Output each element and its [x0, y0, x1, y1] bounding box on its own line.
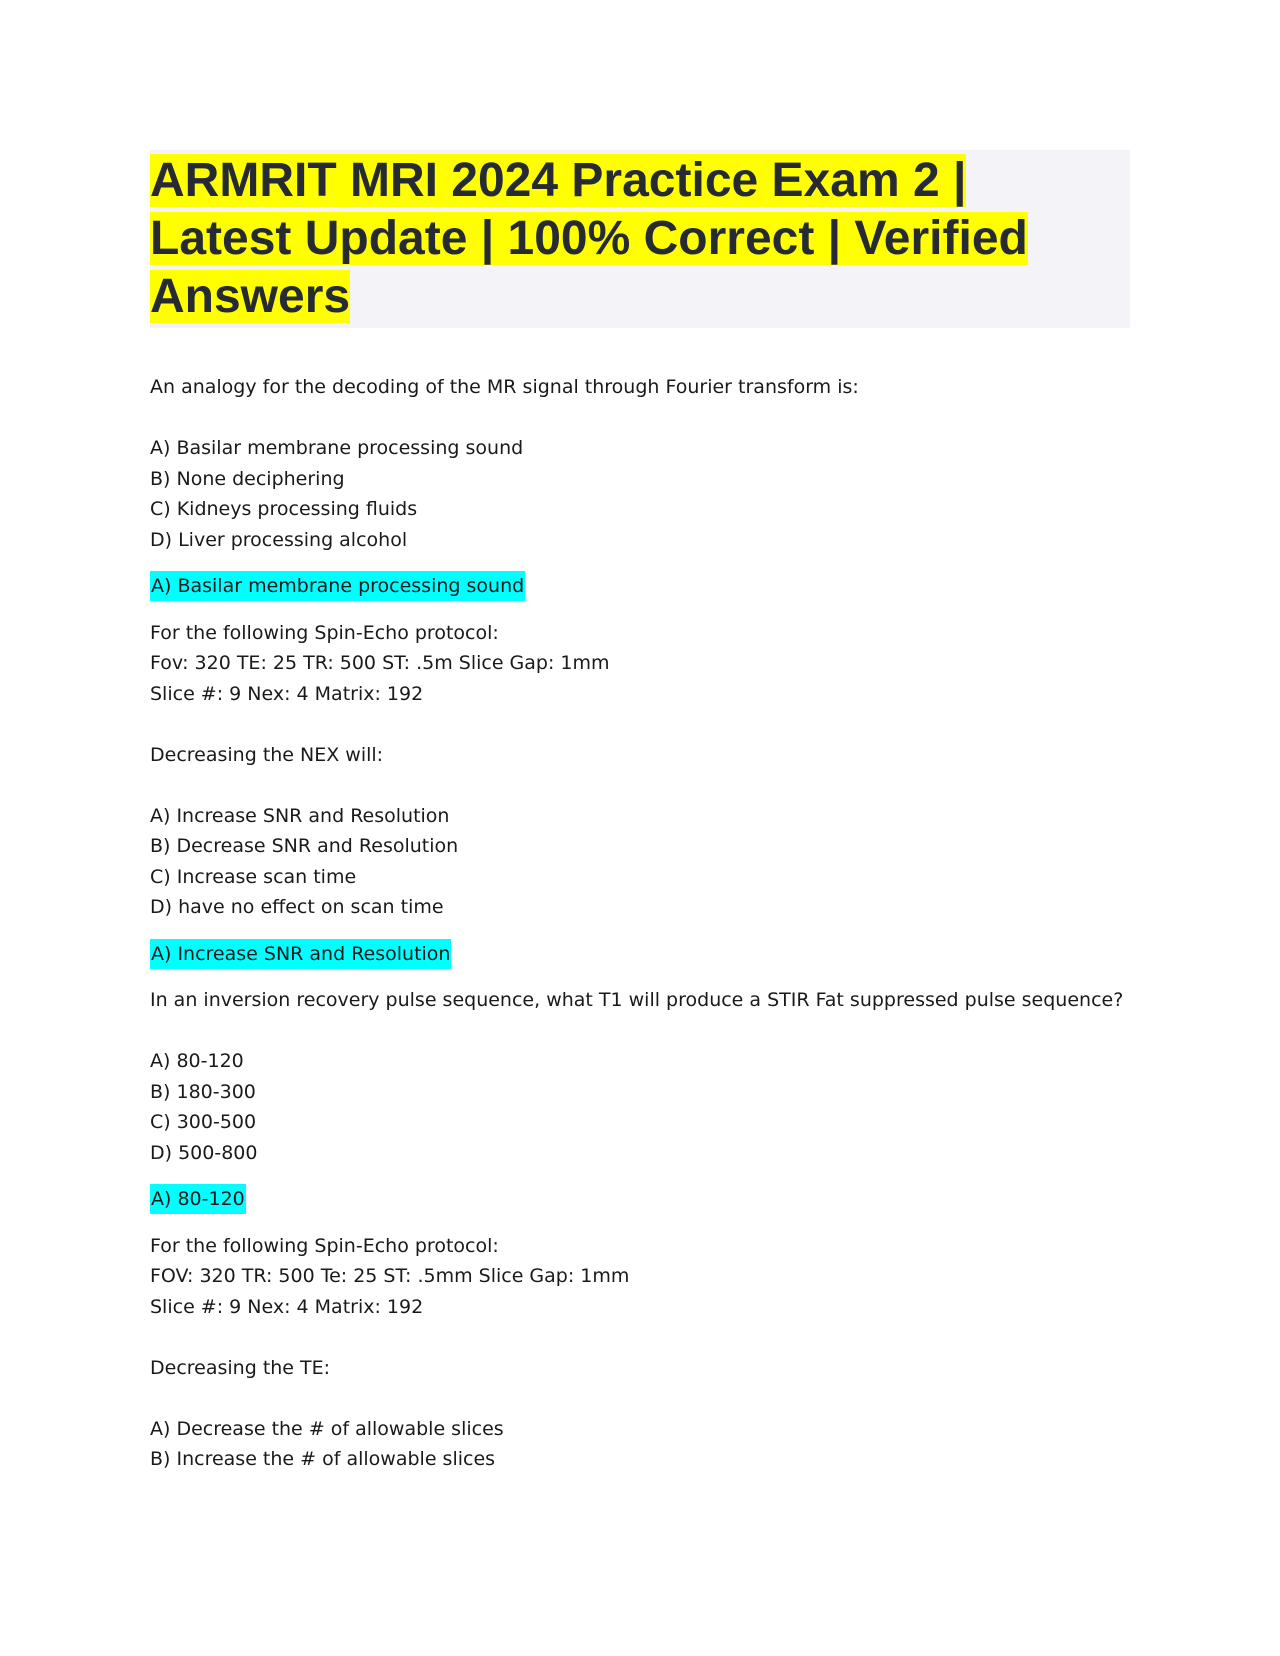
protocol-line-1: FOV: 320 TR: 500 Te: 25 ST: .5mm Slice Gap: 1mm [150, 1265, 630, 1287]
question-stem: For the following Spin-Echo protocol: [150, 621, 499, 644]
question-stem: For the following Spin-Echo protocol: [150, 1234, 499, 1257]
option-b: B) 180-300 [150, 1080, 256, 1103]
protocol-line-1: Fov: 320 TE: 25 TR: 500 ST: .5m Slice Gap: 1mm [150, 652, 610, 674]
option-d: D) have no effect on scan time [150, 896, 444, 918]
option-a: A) 80-120 [150, 1050, 244, 1072]
document-body [150, 372, 1130, 1475]
title-line-1: ARMRIT MRI 2024 Practice Exam 2 | [150, 154, 967, 207]
option-b: B) Increase the # of allowable slices [150, 1448, 496, 1470]
option-b: B) Decrease SNR and Resolution [150, 835, 459, 857]
option-a: A) Decrease the # of allowable slices [150, 1417, 504, 1440]
option-d: D) 500-800 [150, 1141, 258, 1164]
title-block [150, 150, 1130, 328]
protocol-line-2: Slice #: 9 Nex: 4 Matrix: 192 [150, 1295, 424, 1318]
option-a: A) Increase SNR and Resolution [150, 804, 450, 827]
question-4 [150, 1231, 1130, 1475]
option-c: C) Kidneys processing fluids [150, 498, 418, 520]
option-c: C) 300-500 [150, 1111, 257, 1133]
option-a: A) Basilar membrane processing sound [150, 437, 524, 459]
question-prompt: Decreasing the TE: [150, 1356, 331, 1379]
option-b: B) None deciphering [150, 467, 345, 490]
question-1 [150, 372, 1130, 602]
answer-highlight: A) Increase SNR and Resolution [150, 939, 451, 969]
title-line-2: Latest Update | 100% Correct | Verified [150, 212, 1028, 265]
document-page [150, 150, 1130, 1475]
protocol-line-2: Slice #: 9 Nex: 4 Matrix: 192 [150, 682, 424, 705]
option-c: C) Increase scan time [150, 865, 357, 888]
question-2 [150, 618, 1130, 970]
document-title [150, 152, 1130, 326]
question-stem: In an inversion recovery pulse sequence, what T1 will produce a STIR Fat suppressed pulse sequence? [150, 989, 1124, 1011]
question-3 [150, 985, 1130, 1215]
question-stem: An analogy for the decoding of the MR signal through Fourier transform is: [150, 376, 859, 398]
title-line-3: Answers [150, 270, 351, 323]
answer-highlight: A) 80-120 [150, 1184, 246, 1214]
option-d: D) Liver processing alcohol [150, 528, 408, 551]
question-prompt: Decreasing the NEX will: [150, 743, 384, 766]
answer-highlight: A) Basilar membrane processing sound [150, 571, 525, 601]
